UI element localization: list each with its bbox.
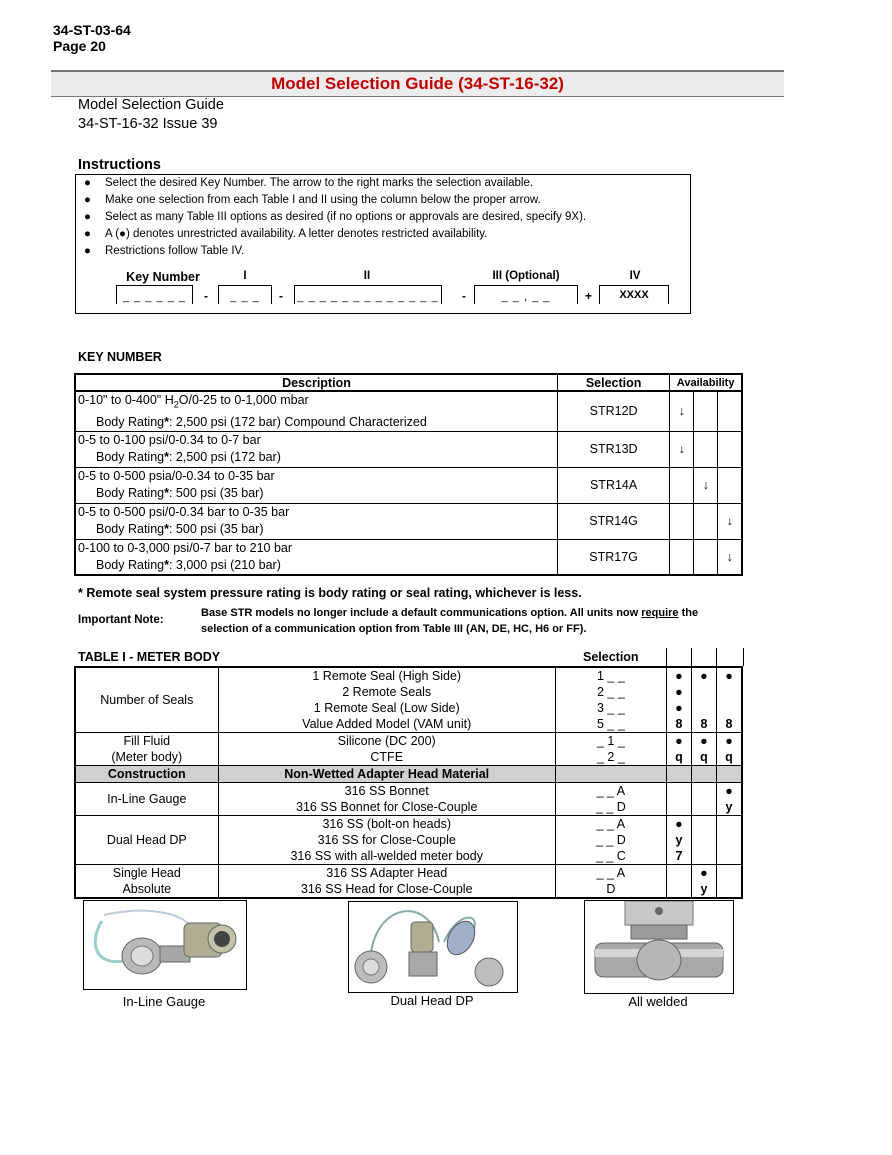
selection-cell: STR13D [557,431,669,467]
group-label: Fill Fluid (Meter body) [75,733,218,766]
description-cell: 0-100 to 0-3,000 psi/0-7 bar to 210 bar Body Rating*: 3,000 psi (210 bar) [75,539,557,575]
availability-column-heads [666,648,744,666]
table-row [75,391,742,431]
table-row: 316 SS for Close-Couple _ _ D [75,832,742,848]
group-label: Single Head Absolute [75,865,218,899]
key-number-slot: _ _ _ _ _ _ [116,285,193,304]
important-note-label: Important Note: [78,614,164,626]
table-row: Single Head Absolute 316 SS Adapter Head _ _ A ● y [75,865,742,882]
instruction-item: ● Make one selection from each Table I and II using the column below the proper arrow. [84,194,541,206]
document-number: 34-ST-03-64 [53,22,131,38]
table-row: 316 SS Bonnet for Close-Couple _ _ D [75,799,742,816]
table-row: Number of Seals 1 Remote Seal (High Side) 1 _ _ ● ● ● 8 ● 8 ● 8 [75,667,742,684]
photo-caption: In-Line Gauge [122,994,206,1009]
table-row [75,503,742,539]
table-row [75,539,742,575]
down-arrow-icon: ↓ [670,431,694,467]
all-welded-photo [584,900,734,994]
table-i-label: I [243,270,247,282]
intro-line-2: 34-ST-16-32 Issue 39 [78,116,218,132]
meter-body-table [74,666,743,899]
description-header: Description [75,374,557,391]
table-row: 316 SS Head for Close-Couple D [75,881,742,898]
footnote: * Remote seal system pressure rating is body rating or seal rating, whichever is less. [78,586,582,600]
key-number-title: KEY NUMBER [78,350,162,364]
table-row: In-Line Gauge 316 SS Bonnet _ _ A ● y [75,783,742,800]
table-i-slot: _ _ _ [218,285,272,304]
bullet-icon: ● [84,245,91,257]
table-row [75,431,742,467]
intro-line-1: Model Selection Guide [78,97,224,113]
table-iv-slot: XXXX [599,285,669,304]
table-row: Fill Fluid (Meter body) Silicone (DC 200) _ 1 _ ● q ● q ● q [75,733,742,750]
key-number-label: Key Number [126,270,200,284]
description-cell: 0-5 to 0-500 psia/0-0.34 to 0-35 bar Body Rating*: 500 psi (35 bar) [75,467,557,503]
instruction-item: ● Select the desired Key Number. The arrow to the right marks the selection available. [84,177,534,189]
bullet-icon: ● [84,228,91,240]
description-cell: 0-5 to 0-100 psi/0-0.34 to 0-7 bar Body Rating*: 2,500 psi (172 bar) [75,431,557,467]
bullet-icon: ● [84,177,91,189]
table-ii-label: II [363,270,371,282]
bullet-icon: ● [84,194,91,206]
down-arrow-icon: ↓ [718,539,742,575]
table-ii-slot: _ _ _ _ _ _ _ _ _ _ _ _ _ [294,285,442,304]
group-label: Dual Head DP [75,816,218,865]
table-i-title: TABLE I - METER BODY [78,650,221,664]
separator: - [279,289,283,303]
table-row: CTFE _ 2 _ [75,749,742,766]
table-iii-label: III (Optional) [492,270,560,282]
key-number-table [74,373,743,576]
separator: + [585,289,593,303]
page-number: Page 20 [53,38,106,54]
table-row: 316 SS with all-welded meter body _ _ C [75,848,742,865]
availability-header: Availability [670,374,742,391]
photo-caption: All welded [628,994,688,1009]
table-row: Value Added Model (VAM unit) 5 _ _ [75,716,742,733]
selection-header: Selection [557,374,669,391]
table-row: Dual Head DP 316 SS (bolt-on heads) _ _ A ● y 7 [75,816,742,833]
photo-caption: Dual Head DP [390,993,474,1008]
selection-cell: STR14G [557,503,669,539]
bullet-icon: ● [84,211,91,223]
construction-row: Construction Non-Wetted Adapter Head Material [75,766,742,783]
table-row [75,467,742,503]
instruction-item: ● A (●) denotes unrestricted availability. A letter denotes restricted availability. [84,228,488,240]
table-iii-slot: _ _ , _ _ [474,285,578,304]
down-arrow-icon: ↓ [694,467,718,503]
dual-head-dp-photo [348,901,518,993]
down-arrow-icon: ↓ [670,391,694,431]
selection-cell: STR12D [557,391,669,431]
selection-cell: STR17G [557,539,669,575]
important-note-text: Base STR models no longer include a default communications option. All units now require the selection of a communication option from Table III (AN, DE, HC, H6 or FF). [201,607,699,635]
page-title: Model Selection Guide (34-ST-16-32) [51,70,784,97]
instructions-box [75,174,691,314]
down-arrow-icon: ↓ [718,503,742,539]
table-i-selection-header: Selection [583,650,639,664]
description-cell: 0-5 to 0-500 psi/0-0.34 bar to 0-35 bar Body Rating*: 500 psi (35 bar) [75,503,557,539]
separator: - [204,289,208,303]
table-iv-label: IV [629,270,641,282]
table-row: 1 Remote Seal (Low Side) 3 _ _ [75,700,742,716]
separator: - [462,289,466,303]
description-cell: 0-10" to 0-400" $H_2O/0-25$ to 0-1,000 mbar Body Rating*: 2,500 psi (172 bar) Compound Characterized [75,391,557,431]
selection-cell: STR14A [557,467,669,503]
group-label: In-Line Gauge [75,783,218,816]
in-line-gauge-photo [83,900,247,990]
instruction-item: ● Restrictions follow Table IV. [84,245,245,257]
table-row: 2 Remote Seals 2 _ _ [75,684,742,700]
group-label: Number of Seals [75,667,218,733]
instructions-title: Instructions [78,157,161,173]
instruction-item: ● Select as many Table III options as desired (if no options or approvals are desired, specify 9X). [84,211,587,223]
